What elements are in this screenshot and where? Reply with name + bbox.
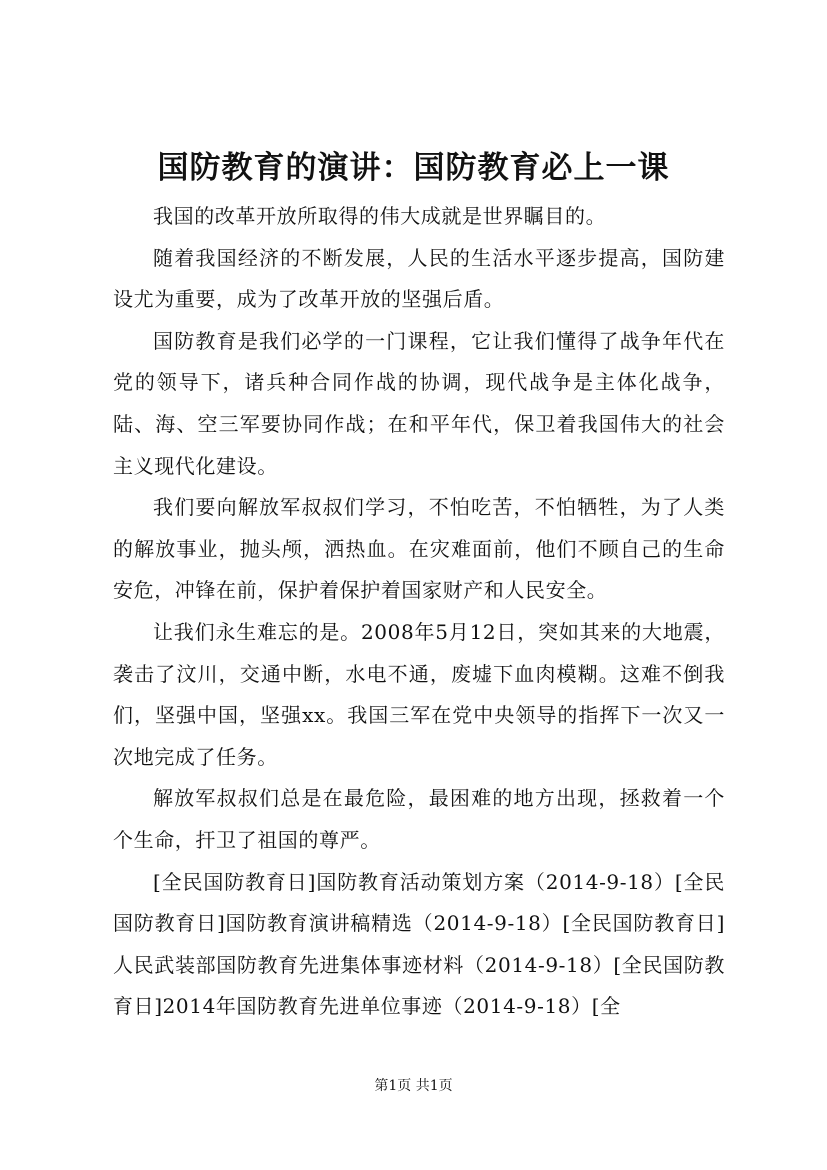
paragraph-5: 让我们永生难忘的是。2008年5月12日，突如其来的大地震，袭击了汶川，交通中断，水电不通，废墟下血肉模糊。这难不倒我们，坚强中国，坚强xx。我国三军在党中央领导的指挥下一次又一次地完成了任务。 <box>113 619 725 769</box>
paragraph-3: 国防教育是我们必学的一门课程，它让我们懂得了战争年代在党的领导下，诸兵种合同作战的协调，现代战争是主体化战争，陆、海、空三军要协同作战；在和平年代，保卫着我国伟大的社会主义现代化建设。 <box>113 328 725 478</box>
page-footer: 第1页 共1页 <box>374 1078 453 1094</box>
paragraph-2: 随着我国经济的不断发展，人民的生活水平逐步提高，国防建设尤为重要，成为了改革开放的坚强后盾。 <box>113 245 725 312</box>
document-body <box>113 196 725 1028</box>
document-title: 国防教育的演讲：国防教育必上一课 <box>157 150 670 186</box>
paragraph-1: 我国的改革开放所取得的伟大成就是世界瞩目的。 <box>153 204 607 228</box>
paragraph-4: 我们要向解放军叔叔们学习，不怕吃苦，不怕牺牲，为了人类的解放事业，抛头颅，洒热血。在灾难面前，他们不顾自己的生命安危，冲锋在前，保护着保护着国家财产和人民安全。 <box>113 495 725 603</box>
paragraph-6: 解放军叔叔们总是在最危险，最困难的地方出现，拯救着一个个生命，扞卫了祖国的尊严。 <box>113 786 725 852</box>
paragraph-7: [全民国防教育日]国防教育活动策划方案（2014-9-18）[全民国防教育日]国防教育演讲稿精选（2014-9-18）[全民国防教育日]人民武装部国防教育先进集体事迹材料（2014-9-18）[全民国防教育日]2014年国防教育先进单位事迹（2014-9-18）[全 <box>113 869 725 1019</box>
